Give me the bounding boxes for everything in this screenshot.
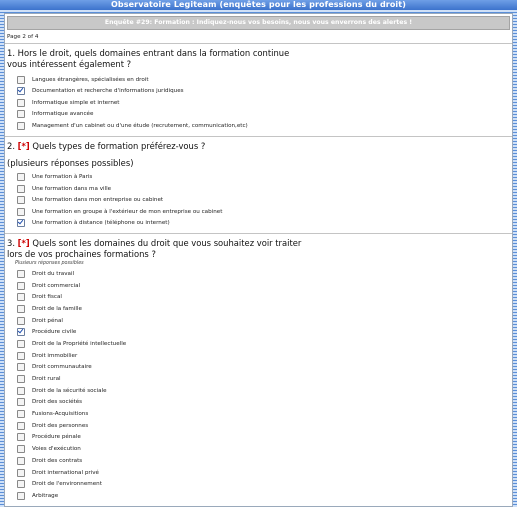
option-item[interactable] <box>17 432 512 444</box>
option-label: Une formation à Paris <box>32 174 93 181</box>
option-label: Droit du travail <box>32 270 75 277</box>
option-label: Une formation dans mon entreprise ou cabinet <box>32 197 164 204</box>
question-3-title-line1: Quels sont les domaines du droit que vous souhaitez voir traiter <box>32 238 302 248</box>
option-item[interactable] <box>17 338 512 350</box>
option-label: Droit de la sécurité sociale <box>32 387 107 394</box>
option-item[interactable] <box>17 195 512 207</box>
checkbox-checked[interactable] <box>17 219 25 227</box>
option-label: Documentation et recherche d'informations juridiques <box>32 88 184 95</box>
checkbox[interactable] <box>17 445 25 453</box>
option-item[interactable] <box>17 183 512 195</box>
option-item[interactable] <box>17 467 512 479</box>
question-3-options <box>5 266 512 506</box>
checkbox[interactable] <box>17 293 25 301</box>
required-marker: [*] <box>17 238 30 248</box>
checkbox[interactable] <box>17 422 25 430</box>
checkbox[interactable] <box>17 196 25 204</box>
checkbox[interactable] <box>17 492 25 500</box>
option-label: Droit pénal <box>32 317 63 324</box>
question-2-title <box>5 137 512 152</box>
option-label: Droit immobilier <box>32 352 78 359</box>
option-item[interactable] <box>17 303 512 315</box>
question-2-title-text: Quels types de formation préférez-vous ? <box>32 140 206 151</box>
option-item[interactable] <box>17 408 512 420</box>
option-item[interactable] <box>17 86 512 98</box>
checkbox[interactable] <box>17 410 25 418</box>
required-marker: [*] <box>17 140 30 151</box>
checkbox[interactable] <box>17 375 25 383</box>
option-item[interactable] <box>17 397 512 409</box>
option-label: Droit de la famille <box>32 305 82 312</box>
option-label: Droit rural <box>32 376 61 383</box>
option-item[interactable] <box>17 218 512 230</box>
question-1-options <box>5 70 512 136</box>
option-item[interactable] <box>17 443 512 455</box>
checkbox[interactable] <box>17 76 25 84</box>
option-label: Une formation dans ma ville <box>32 185 112 192</box>
checkbox-checked[interactable] <box>17 328 25 336</box>
question-3 <box>5 234 512 506</box>
checkbox[interactable] <box>17 122 25 130</box>
option-label: Procédure pénale <box>32 434 81 441</box>
option-item[interactable] <box>17 455 512 467</box>
option-item[interactable] <box>17 326 512 338</box>
checkbox[interactable] <box>17 363 25 371</box>
option-item[interactable] <box>17 350 512 362</box>
option-item[interactable] <box>17 280 512 292</box>
question-3-number: 3. <box>7 238 15 248</box>
checkbox[interactable] <box>17 317 25 325</box>
option-item[interactable] <box>17 291 512 303</box>
option-label: Voies d'exécution <box>32 446 81 453</box>
option-label: Fusions-Acquisitions <box>32 411 89 418</box>
window-title: Observatoire Legiteam (enquêtes pour les professions du droit) <box>0 0 517 10</box>
question-3-hint: Plusieurs réponses possibles <box>15 261 84 266</box>
question-2-number: 2. <box>7 140 15 151</box>
option-item[interactable] <box>17 268 512 280</box>
checkbox[interactable] <box>17 340 25 348</box>
option-label: Management d'un cabinet ou d'une étude (recrutement, communication,etc) <box>32 122 248 129</box>
question-2-subtitle: (plusieurs réponses possibles) <box>7 157 134 168</box>
checkbox[interactable] <box>17 305 25 313</box>
option-label: Droit de la Propriété intellectuelle <box>32 340 127 347</box>
option-item[interactable] <box>17 74 512 86</box>
option-label: Droit fiscal <box>32 294 62 301</box>
option-label: Langues étrangères, spécialisées en droit <box>32 76 149 83</box>
option-item[interactable] <box>17 490 512 502</box>
checkbox[interactable] <box>17 457 25 465</box>
option-item[interactable] <box>17 420 512 432</box>
question-1-title-line2: vous intéressent également ? <box>7 59 132 69</box>
checkbox[interactable] <box>17 480 25 488</box>
option-label: Droit commercial <box>32 282 81 289</box>
question-3-title <box>5 234 512 260</box>
checkbox[interactable] <box>17 208 25 216</box>
option-item[interactable] <box>17 120 512 132</box>
question-1-title <box>5 44 512 70</box>
checkbox[interactable] <box>17 173 25 181</box>
question-1 <box>5 44 512 136</box>
option-item[interactable] <box>17 109 512 121</box>
checkbox-checked[interactable] <box>17 87 25 95</box>
option-label: Procédure civile <box>32 329 77 336</box>
option-label: Droit de l'environnement <box>32 481 102 488</box>
checkbox[interactable] <box>17 352 25 360</box>
checkbox[interactable] <box>17 110 25 118</box>
option-item[interactable] <box>17 97 512 109</box>
checkbox[interactable] <box>17 398 25 406</box>
option-item[interactable] <box>17 373 512 385</box>
option-item[interactable] <box>17 385 512 397</box>
option-item[interactable] <box>17 315 512 327</box>
option-item[interactable] <box>17 206 512 218</box>
option-label: Informatique simple et internet <box>32 99 120 106</box>
option-label: Droit des sociétés <box>32 399 83 406</box>
checkbox[interactable] <box>17 270 25 278</box>
checkbox[interactable] <box>17 387 25 395</box>
option-label: Une formation en groupe à l'extérieur de mon entreprise ou cabinet <box>32 208 223 215</box>
question-2-options <box>5 168 512 234</box>
checkbox[interactable] <box>17 185 25 193</box>
option-label: Droit international privé <box>32 469 99 476</box>
checkbox[interactable] <box>17 282 25 290</box>
option-label: Droit des contrats <box>32 457 83 464</box>
option-label: Arbitrage <box>32 492 59 499</box>
survey-header: Enquête #29: Formation : Indiquez-nous vos besoins, nous vous enverrons des alertes ! <box>7 16 510 30</box>
checkbox[interactable] <box>17 469 25 477</box>
question-1-title-line1: 1. Hors le droit, quels domaines entrant dans la formation continue <box>7 48 290 58</box>
question-2 <box>5 137 512 234</box>
option-item[interactable] <box>17 478 512 490</box>
option-label: Une formation à distance (téléphone ou internet) <box>32 220 170 227</box>
checkbox[interactable] <box>17 99 25 107</box>
option-item[interactable] <box>17 172 512 184</box>
option-label: Droit des personnes <box>32 422 89 429</box>
option-label: Droit communautaire <box>32 364 92 371</box>
page-indicator: Page 2 of 4 <box>7 34 39 40</box>
option-label: Informatique avancée <box>32 111 94 118</box>
survey-panel <box>4 13 513 507</box>
question-3-title-line2: lors de vos prochaines formations ? <box>7 249 156 259</box>
option-item[interactable] <box>17 362 512 374</box>
checkbox[interactable] <box>17 433 25 441</box>
